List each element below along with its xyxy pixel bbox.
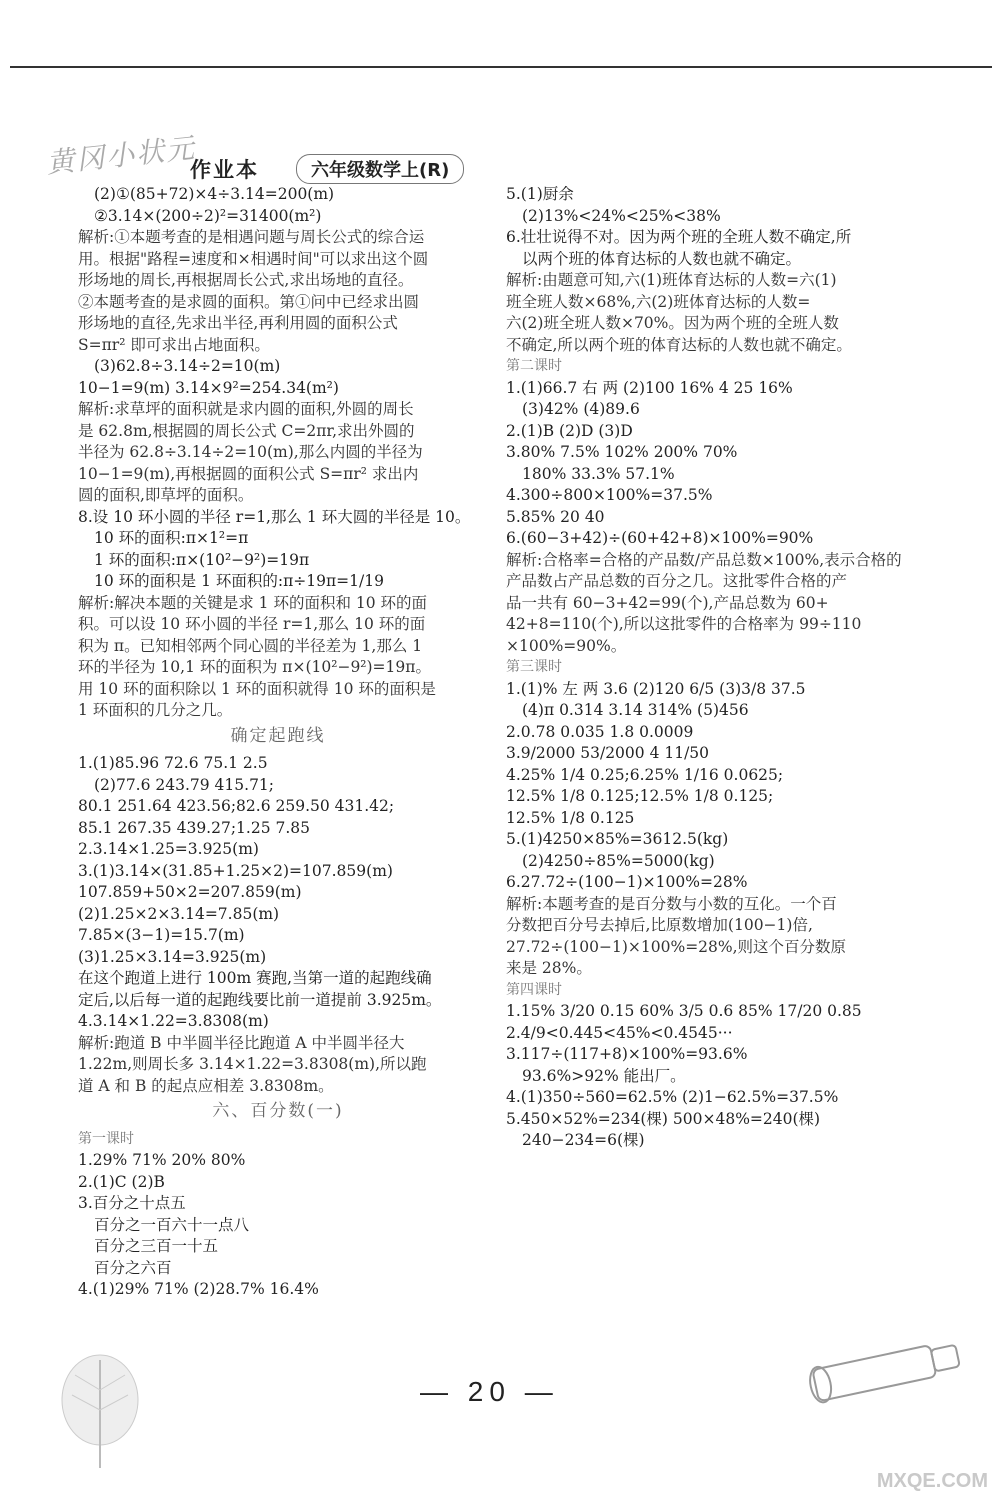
answer-line: 27.72÷(100−1)×100%=28%,则这个百分数原 xyxy=(506,937,847,956)
answer-line: 2.(1)B (2)D (3)D xyxy=(506,421,633,440)
answer-line: (3)62.8÷3.14÷2=10(m) xyxy=(94,357,281,375)
answer-line: 8.设 10 环小圆的半径 r=1,那么 1 环大圆的半径是 10。 xyxy=(78,507,471,526)
answer-line: 12.5% 1/8 0.125;12.5% 1/8 0.125; xyxy=(506,787,774,805)
answer-line: 积。可以设 10 环小圆的半径 r=1,那么 10 环的面 xyxy=(78,615,426,633)
answer-line: 解析:求草坪的面积就是求内圆的面积,外圆的周长 xyxy=(78,400,414,418)
answer-line: 80.1 251.64 423.56;82.6 259.50 431.42; xyxy=(78,797,395,815)
answer-line: 解析:本题考查的是百分数与小数的互化。一个百 xyxy=(506,894,837,913)
answer-line: 7.85×(3−1)=15.7(m) xyxy=(78,926,245,944)
answer-line: (2)77.6 243.79 415.71; xyxy=(94,775,275,794)
answer-line: 6.27.72÷(100−1)×100%=28% xyxy=(506,873,748,891)
answer-line: 10−1=9(m),再根据圆的面积公式 S=πr² 求出内 xyxy=(78,464,419,483)
answer-line: 环的半径为 10,1 环的面积为 π×(10²−9²)=19π。 xyxy=(78,658,431,676)
answer-line: 1.22m,则周长多 3.14×1.22=3.8308(m),所以跑 xyxy=(78,1055,427,1073)
answer-line: 3.117÷(117+8)×100%=93.6% xyxy=(506,1045,748,1063)
answer-line: 1 环面积的几分之几。 xyxy=(78,701,233,719)
answer-line: (2)1.25×2×3.14=7.85(m) xyxy=(78,904,280,923)
answer-line: 不确定,所以两个班的体育达标的人数也就不确定。 xyxy=(506,335,852,354)
answer-line: 1.(1)66.7 右 两 (2)100 16% 4 25 16% xyxy=(506,378,793,397)
answer-line: 1.29% 71% 20% 80% xyxy=(78,1151,246,1169)
answer-line: (4)π 0.314 3.14 314% (5)456 xyxy=(522,701,749,719)
answer-line: 圆的面积,即草坪的面积。 xyxy=(78,486,254,504)
right-column xyxy=(506,184,924,1152)
answer-line: 半径为 62.8÷3.14÷2=10(m),那么内圆的半径为 xyxy=(78,443,423,461)
page-number: — 20 — xyxy=(420,1376,559,1407)
header-book-label: 六年级数学上(R) xyxy=(296,154,464,184)
answer-line: 93.6%>92% 能出厂。 xyxy=(522,1066,686,1085)
answer-line: 以两个班的体育达标的人数也就不确定。 xyxy=(522,249,802,268)
answer-line: 5.(1)4250×85%=3612.5(kg) xyxy=(506,830,729,848)
leaf-icon xyxy=(40,1350,160,1470)
answer-line: 解析:跑道 B 中半圆半径比跑道 A 中半圆半径大 xyxy=(78,1033,405,1052)
answer-line: 2.0.78 0.035 1.8 0.0009 xyxy=(506,722,694,741)
answer-line: 2.4/9<0.445<45%<0.4545··· xyxy=(506,1023,733,1042)
answer-line: 5.450×52%=234(棵) 500×48%=240(棵) xyxy=(506,1109,821,1128)
answer-line: 在这个跑道上进行 100m 赛跑,当第一道的起跑线确 xyxy=(78,969,432,987)
answer-line: ②3.14×(200÷2)²=31400(m²) xyxy=(94,206,322,225)
answer-line: 解析:由题意可知,六(1)班体育达标的人数=六(1) xyxy=(506,271,837,289)
answer-line: 12.5% 1/8 0.125 xyxy=(506,808,635,827)
answer-line: 来是 28%。 xyxy=(506,959,592,977)
watermark-text: MXQE.COM xyxy=(876,1470,988,1492)
answer-line: (3)1.25×3.14=3.925(m) xyxy=(78,947,267,966)
answer-line: 班全班人数×68%,六(2)班体育达标的人数= xyxy=(506,292,811,311)
answer-line: 2.(1)C (2)B xyxy=(78,1172,165,1191)
answer-line: 定后,以后每一道的起跑线要比前一道提前 3.925m。 xyxy=(78,990,442,1009)
answer-line: S=πr² 即可求出占地面积。 xyxy=(78,335,270,354)
answer-line: 百分之一百六十一点八 xyxy=(94,1215,250,1234)
answer-line: 10 环的面积:π×1²=π xyxy=(94,529,249,547)
answer-line: 3.80% 7.5% 102% 200% 70% xyxy=(506,443,738,461)
answer-line: 解析:合格率=合格的产品数/产品总数×100%,表示合格的 xyxy=(506,550,902,569)
answer-line: 4.300÷800×100%=37.5% xyxy=(506,486,713,504)
answer-line: 180% 33.3% 57.1% xyxy=(522,464,675,483)
section-heading: 六、百分数(一) xyxy=(212,1101,344,1121)
answer-line: 分数把百分号去掉后,比原数增加(100−1)倍, xyxy=(506,916,813,934)
answer-line: 5.(1)厨余 xyxy=(506,185,574,203)
left-column xyxy=(78,184,478,1301)
answer-line: 2.3.14×1.25=3.925(m) xyxy=(78,840,259,858)
answer-line: 4.3.14×1.22=3.8308(m) xyxy=(78,1012,269,1030)
answer-line: (2)①(85+72)×4÷3.14=200(m) xyxy=(94,185,335,203)
answer-line: 6.(60−3+42)÷(60+42+8)×100%=90% xyxy=(506,529,814,547)
answer-line: 形场地的周长,再根据周长公式,求出场地的直径。 xyxy=(78,271,414,289)
answer-line: 1 环的面积:π×(10²−9²)=19π xyxy=(94,550,310,569)
answer-line: 百分之六百 xyxy=(94,1258,172,1277)
answer-line: 用 10 环的面积除以 1 环的面积就得 10 环的面积是 xyxy=(78,679,436,698)
answer-line: 1.15% 3/20 0.15 60% 3/5 0.6 85% 17/20 0.85 xyxy=(506,1002,862,1020)
answer-line: (2)4250÷85%=5000(kg) xyxy=(522,851,715,870)
answer-line: ×100%=90%。 xyxy=(506,636,627,655)
answer-line: 3.(1)3.14×(31.85+1.25×2)=107.859(m) xyxy=(78,861,393,880)
answer-line: 10−1=9(m) 3.14×9²=254.34(m²) xyxy=(78,378,339,397)
lesson-label: 第三课时 xyxy=(506,659,562,675)
answer-line: 42+8=110(个),所以这批零件的合格率为 99÷110 xyxy=(506,615,862,633)
answer-line: 4.(1)29% 71% (2)28.7% 16.4% xyxy=(78,1280,319,1298)
answer-line: 4.(1)350÷560=62.5% (2)1−62.5%=37.5% xyxy=(506,1088,839,1106)
lesson-label: 第四课时 xyxy=(506,981,562,998)
answer-line: 240−234=6(棵) xyxy=(522,1131,645,1149)
answer-line: 是 62.8m,根据圆的周长公式 C=2πr,求出外圆的 xyxy=(78,421,415,440)
answer-line: (2)13%<24%<25%<38% xyxy=(522,206,721,225)
answer-line: 产品数占产品总数的百分之几。这批零件合格的产 xyxy=(506,572,848,590)
answer-line: 解析:①本题考查的是相遇问题与周长公式的综合运 xyxy=(78,228,425,246)
answer-line: 6.壮壮说得不对。因为两个班的全班人数不确定,所 xyxy=(506,228,852,246)
answer-line: 4.25% 1/4 0.25;6.25% 1/16 0.0625; xyxy=(506,765,784,784)
answer-line: 1.(1)% 左 两 3.6 (2)120 6/5 (3)3/8 37.5 xyxy=(506,679,806,698)
answer-line: 形场地的直径,先求出半径,再利用圆的面积公式 xyxy=(78,314,398,332)
lesson-label: 第一课时 xyxy=(78,1130,134,1147)
lesson-label: 第二课时 xyxy=(506,358,562,374)
answer-line: 3.9/2000 53/2000 4 11/50 xyxy=(506,744,710,762)
answer-line: 85.1 267.35 439.27;1.25 7.85 xyxy=(78,818,311,837)
answer-line: ②本题考查的是求圆的面积。第①问中已经求出圆 xyxy=(78,292,420,311)
answer-line: 10 环的面积是 1 环面积的:π÷19π=1/19 xyxy=(94,572,384,590)
header-title: 作业本 xyxy=(190,158,259,182)
brand-logo: 黄冈小状元 xyxy=(44,131,198,180)
answer-line: 1.(1)85.96 72.6 75.1 2.5 xyxy=(78,754,268,772)
answer-line: 3.百分之十点五 xyxy=(78,1194,186,1212)
answer-line: (3)42% (4)89.6 xyxy=(522,400,640,418)
answer-line: 积为 π。已知相邻两个同心圆的半径差为 1,那么 1 xyxy=(78,636,423,655)
answer-line: 用。根据"路程=速度和×相遇时间"可以求出这个圆 xyxy=(78,249,429,268)
telescope-icon xyxy=(800,1330,970,1420)
top-rule xyxy=(10,66,992,68)
answer-line: 六(2)班全班人数×70%。因为两个班的全班人数 xyxy=(506,314,839,332)
answer-line: 品一共有 60−3+42=99(个),产品总数为 60+ xyxy=(506,593,829,612)
section-heading: 确定起跑线 xyxy=(230,725,326,746)
answer-line: 107.859+50×2=207.859(m) xyxy=(78,883,302,901)
answer-line: 百分之三百一十五 xyxy=(94,1237,219,1255)
answer-line: 解析:解决本题的关键是求 1 环的面积和 10 环的面 xyxy=(78,593,428,612)
answer-line: 道 A 和 B 的起点应相差 3.8308m。 xyxy=(78,1076,334,1095)
answer-line: 5.85% 20 40 xyxy=(506,507,605,526)
